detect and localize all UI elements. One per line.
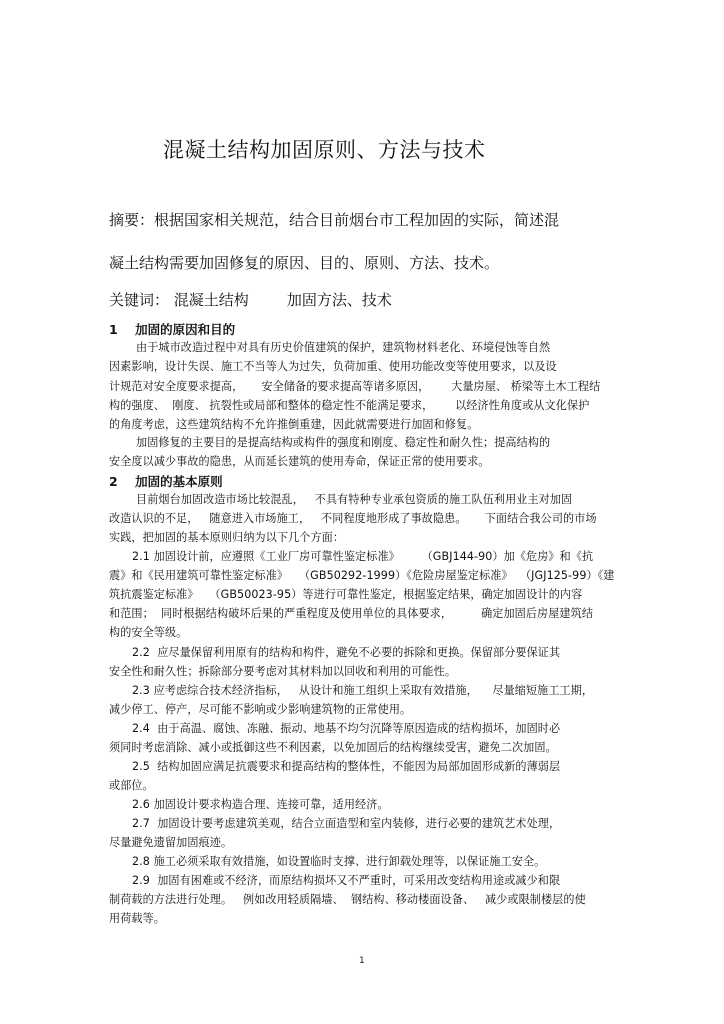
body-line: 目前烟台加固改造市场比较混乱， 不具有特种专业承包资质的施工队伍利用业主对加固 [136,493,573,506]
body-line: 和范围； 同时根据结构破坏后果的严重程度及使用单位的具体要求， 确定加固后房屋建筑结 [109,607,594,620]
section-2-heading: 2 加固的基本原则 [109,474,223,489]
body-line: 安全度以减少事故的隐患，从而延长建筑的使用寿命，保证正常的使用要求。 [109,455,490,468]
body-line: 2.3 应考虑综合技术经济指标， 从设计和施工组织上采取有效措施， 尽量缩短施工工期， [132,684,594,697]
body-line: 震》和《民用建筑可靠性鉴定标准》 （GB50292-1999）《危险房屋鉴定标准》 （JGJ125-99）《建 [109,569,615,582]
body-line: 构的安全等级。 [109,626,188,639]
body-line: 改造认识的不足， 随意进入市场施工， 不同程度地形成了事故隐患。 下面结合我公司的市场 [109,512,597,525]
body-line: 因素影响，设计失误、施工不当等人为过失，负荷加重、使用功能改变等使用要求，以及设 [109,360,557,373]
section-1-heading: 1 加固的原因和目的 [109,322,236,337]
body-line: 构的强度、 刚度、 抗裂性或局部和整体的稳定性不能满足要求， 以经济性角度或从文化保护 [109,399,590,412]
page-number: 1 [359,956,365,966]
body-line: 2.9 加固有困难或不经济，而原结构损坏又不严重时，可采用改变结构用途或减少和限 [132,874,561,887]
body-line: 由于城市改造过程中对具有历史价值建筑的保护，建筑物材料老化、环境侵蚀等自然 [136,341,551,354]
abstract-line-1: 摘要：根据国家相关规范，结合目前烟台市工程加固的实际，简述混 [109,211,560,229]
body-line: 2.6 加固设计要求构造合理、连接可靠，适用经济。 [132,798,389,811]
body-line: 用荷载等。 [109,912,165,925]
body-line: 2.4 由于高温、腐蚀、冻融、振动、地基不均匀沉降等原因造成的结构损坏，加固时必 [132,722,561,735]
body-line: 2.1 加固设计前，应遵照《工业厂房可靠性鉴定标准》 （GBJ144-90）加《危房》和《抗 [132,550,594,563]
body-line: 制荷载的方法进行处理。 例如改用轻质隔墙、 钢结构、移动楼面设备、 减少或限制楼层的使 [109,893,586,906]
body-line: 2.8 施工必须采取有效措施，如设置临时支撑、进行卸载处理等，以保证施工安全。 [132,855,546,868]
body-line: 安全性和耐久性；拆除部分要考虑对其材料加以回收和利用的可能性。 [109,665,457,678]
document-title: 混凝土结构加固原则、方法与技术 [163,138,486,162]
body-line: 须同时考虑消除、减小或抵御这些不利因素，以免加固后的结构继续受害，避免二次加固。 [109,741,557,754]
body-line: 的角度考虑，这些建筑结构不允许推倒重建，因此就需要进行加固和修复。 [109,418,479,431]
body-line: 实践，把加固的基本原则归纳为以下几个方面： [109,531,345,544]
body-line: 2.5 结构加固应满足抗震要求和提高结构的整体性，不能因为局部加固形成新的薄弱层 [132,760,561,773]
body-line: 或部位。 [109,779,154,792]
body-line: 尽量避免遗留加固痕迹。 [109,836,233,849]
body-line: 加固修复的主要目的是提高结构或构件的强度和刚度、稳定性和耐久性；提高结构的 [136,436,551,449]
body-line: 2.7 加固设计要考虑建筑美观，结合立面造型和室内装修，进行必要的建筑艺术处理， [132,817,561,830]
keywords-line: 关键词： 混凝土结构 加固方法、技术 [109,291,392,309]
body-line: 计规范对安全度要求提高， 安全储备的要求提高等诸多原因， 大量房屋、 桥梁等土木工程结 [109,380,601,393]
body-line: 2.2 应尽量保留利用原有的结构和构件，避免不必要的拆除和更换。保留部分要保证其 [132,646,561,659]
abstract-line-2: 凝土结构需要加固修复的原因、目的、原则、方法、技术。 [109,254,500,272]
body-line: 减少停工、停产，尽可能不影响或少影响建筑物的正常使用。 [109,703,412,716]
body-line: 筑抗震鉴定标准》 （GB50023-95）等进行可靠性鉴定，根据鉴定结果，确定加固设计的内容 [109,588,583,601]
